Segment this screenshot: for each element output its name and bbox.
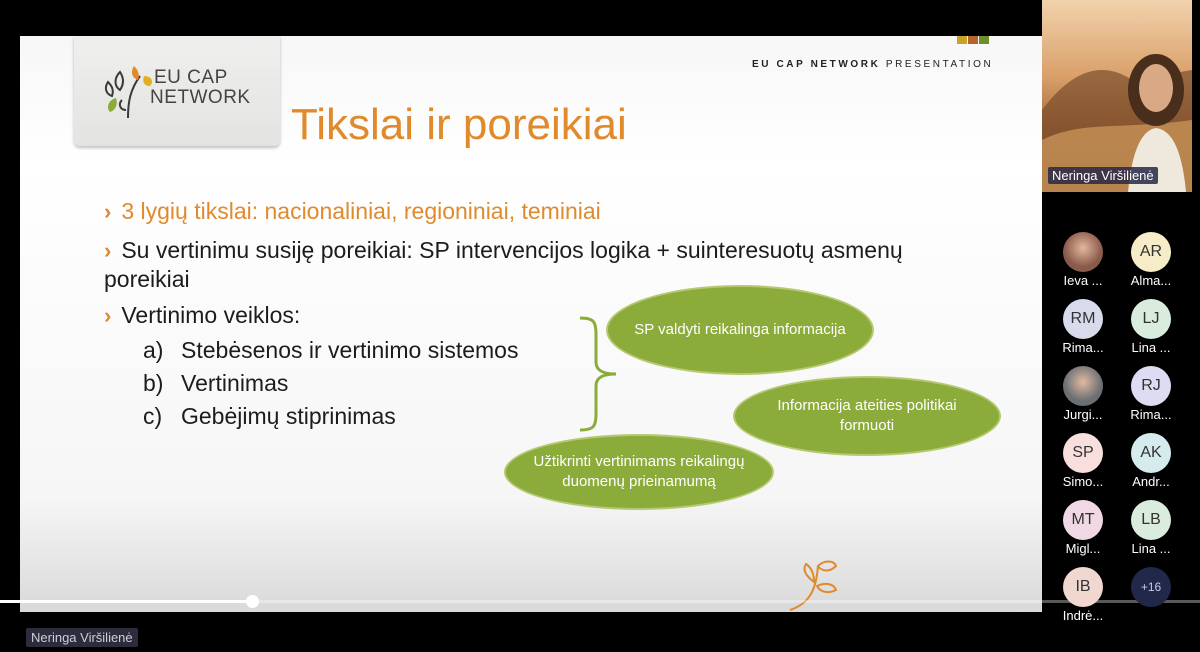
participant-name: Migl... [1065,541,1101,556]
participant-tile[interactable] [1116,500,1186,556]
participant-photo [1063,232,1103,272]
participant-name: Lina ... [1131,340,1171,355]
bullet-activities: › Vertinimo veiklos: [104,302,301,328]
participant-tile[interactable] [1048,366,1118,422]
brand-color-squares [957,36,989,44]
participant-tile[interactable] [1116,366,1186,422]
bullet-goals: › 3 lygių tikslai: nacionaliniai, regioniniai, teminiai [104,198,601,224]
participant-tile[interactable] [1048,433,1118,489]
participant-tile[interactable] [1116,299,1186,355]
participant-tile[interactable] [1116,433,1186,489]
chevron-right-icon: › [104,303,112,328]
participant-name: Rima... [1062,340,1104,355]
participant-avatar: SP [1063,433,1103,473]
participant-name: Alma... [1130,273,1172,288]
chevron-right-icon: › [104,199,112,224]
slide-title: Tikslai ir poreikiai [291,100,627,149]
list-item: b) Vertinimas [143,370,289,396]
presentation-slide [20,36,1042,612]
speaker-name-label: Neringa Viršilienė [1048,167,1158,184]
progress-handle[interactable] [246,595,259,608]
more-participants-button[interactable] [1116,567,1186,607]
participant-name: Simo... [1062,474,1104,489]
list-item: c) Gebėjimų stiprinimas [143,403,396,429]
activities-list [143,336,518,435]
participant-tile[interactable] [1048,567,1118,623]
participant-avatar: MT [1063,500,1103,540]
participant-avatar: AK [1131,433,1171,473]
speaker-video-tile[interactable] [1042,0,1192,192]
ellipse-data-availability: Užtikrinti vertinimams reikalingų duomenų prieinamumą [504,434,774,510]
chevron-right-icon: › [104,238,112,263]
speaker-video-frame [1042,0,1192,192]
participant-avatar: IB [1063,567,1103,607]
bullet-needs: › Su vertinimu susiję poreikiai: SP intervencijos logika + suinteresuotų asmenų poreikiai [104,237,903,292]
participant-tile[interactable] [1048,500,1118,556]
participant-name: Indrė... [1062,608,1104,623]
participant-name: Rima... [1130,407,1172,422]
leaves-icon [100,64,156,120]
sprout-icon [780,556,844,612]
progress-fill [0,600,252,603]
participant-avatar: LB [1131,500,1171,540]
participant-name: Lina ... [1131,541,1171,556]
presenter-name-label: Neringa Viršilienė [26,628,138,647]
eu-cap-network-logo [74,36,280,146]
participant-name: Jurgi... [1063,407,1103,422]
ellipse-future-policy: Informacija ateities politikai formuoti [733,376,1001,456]
participant-photo [1063,366,1103,406]
participant-avatar: LJ [1131,299,1171,339]
participant-tile[interactable] [1048,232,1118,288]
participant-name: Andr... [1132,474,1170,489]
participant-tile[interactable] [1048,299,1118,355]
ellipse-management-info: SP valdyti reikalinga informacija [606,285,874,375]
participant-avatar: RM [1063,299,1103,339]
presentation-tag: EU CAP NETWORK PRESENTATION [752,59,994,70]
list-item: a) Stebėsenos ir vertinimo sistemos [143,337,519,363]
participant-avatar: RJ [1131,366,1171,406]
participant-avatar: AR [1131,232,1171,272]
participant-name: Ieva ... [1063,273,1103,288]
participant-tile[interactable] [1116,232,1186,288]
participant-avatar: +16 [1131,567,1171,607]
video-progress-bar[interactable] [0,600,1200,603]
logo-text: EU CAP NETWORK [150,67,251,108]
